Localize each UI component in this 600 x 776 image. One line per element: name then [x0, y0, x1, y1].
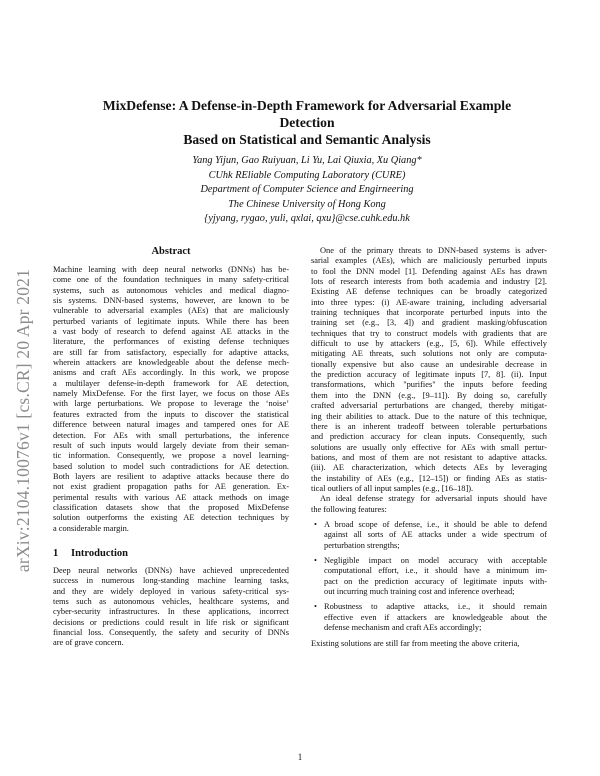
text-line: them into the DNN (e.g., [9–11]). By doing so, carefully	[311, 390, 547, 400]
text-line: defense mechanism and craft AEs accordingly;	[324, 623, 482, 633]
text-line: training techniques that incorporate perturbed inputs into the	[311, 308, 547, 318]
author-block	[110, 154, 504, 227]
lab-name: CUhk REliable Computing Laboratory (CURE)	[208, 169, 406, 181]
text-line: solution outperforms the existing AE detection techniques by	[53, 513, 289, 523]
text-line: the following features:	[311, 504, 387, 514]
text-line: success in numerous long-standing machine learning tasks,	[53, 576, 289, 586]
department-name: Department of Computer Science and Engirneering	[200, 184, 414, 195]
text-line: sarial examples (AEs), which are maliciously perturbed inputs	[311, 256, 547, 266]
arxiv-identifier[interactable]: arXiv:2104.10076v1 [cs.CR] 20 Apr 2021	[13, 268, 34, 572]
text-line: namely MixDefense. For the first layer, we focus on those AEs	[53, 389, 289, 399]
text-line: solutions are usually only effective for AEs with small pertur-	[311, 442, 547, 452]
text-line: into three types: (i) AE-aware training, including adversarial	[311, 297, 547, 307]
text-line: tic information. Consequently, we propose a novel learning-	[53, 451, 289, 461]
text-line: effective even if attackers are knowledgeable about the	[324, 612, 547, 622]
text-line: the instability of AEs (e.g., [12–15]) or finding AEs as statis-	[311, 473, 547, 483]
text-line: and prediction accuracy for clean inputs. Consequently, such	[311, 432, 547, 442]
text-line: transformations, which "purifies" the inputs before feeding	[311, 380, 547, 390]
text-line: a considerable margin.	[53, 523, 129, 533]
text-line: Negligible impact on model accuracy with acceptable	[324, 555, 547, 565]
text-line: computational effort, i.e., it should have a minimum im-	[324, 566, 547, 576]
right-column	[311, 246, 547, 650]
abstract-body	[53, 265, 289, 534]
text-line: are of grave concern.	[53, 638, 124, 648]
text-line: vulnerable to adversarial examples (AEs) that are maliciously	[53, 306, 289, 316]
text-line: cyber-security infrastructures. In these applications, incorrect	[53, 607, 289, 617]
text-line: are still far from satisfactory, especially for adaptive attacks,	[53, 347, 289, 357]
text-line: difficult to use by attackers (e.g., [5, 6]). While effectively	[311, 339, 547, 349]
text-line: pact on the prediction accuracy of legitimate inputs with-	[324, 576, 547, 586]
text-line: tems such as autonomous vehicles, healthcare systems, and	[53, 596, 289, 606]
section-title: Introduction	[71, 547, 128, 559]
text-line: the prediction accuracy of legitimate inputs [7, 8]. (ii). Input	[311, 370, 547, 380]
introduction-body	[53, 566, 289, 649]
text-line: Existing solutions are still far from meeting the above criteria,	[311, 639, 520, 649]
text-line: An ideal defense strategy for adversarial inputs should have	[320, 494, 547, 504]
introduction-heading	[53, 548, 289, 559]
feature-list-item	[311, 520, 547, 551]
text-line: literature, the performances of existing defense techniques	[53, 337, 289, 347]
text-line: features extracted from the inputs to discover the statistical	[53, 409, 289, 419]
text-line: tical outliers of all input samples (e.g., [16–18]).	[311, 483, 474, 493]
text-line: detection. For AEs with small perturbations, the inference	[53, 430, 289, 440]
feature-list-item	[311, 556, 547, 597]
bullet-icon: •	[314, 519, 317, 529]
text-line: with large perturbations. We propose to leverage the ‘noise’	[53, 399, 289, 409]
text-line: there is an inherent tradeoff between tolerable perturbations	[311, 421, 547, 431]
text-line: perturbed variants of legitimate inputs. While there has been	[53, 316, 289, 326]
text-line: mitigating AE threats, such solutions not only are computa-	[311, 349, 547, 359]
bullet-icon: •	[314, 602, 317, 612]
text-line: Deep neural networks (DNNs) have achieved unprecedented	[53, 565, 289, 575]
text-line: result of such inputs would largely deviate from their seman-	[53, 440, 289, 450]
title-line-1: MixDefense: A Defense-in-Depth Framework for Adversarial Example Detection	[102, 98, 512, 130]
text-line: Both layers are resilient to adaptive attacks because there do	[53, 471, 289, 481]
text-line: not exist gradient propagation paths for AE generation. Ex-	[53, 482, 289, 492]
text-line: lots of research interests from both academia and industry [2].	[311, 277, 547, 287]
feature-list-item	[311, 602, 547, 633]
text-line: Existing AE defense techniques can be broadly categorized	[311, 287, 547, 297]
text-line: (iii). AE characterization, which detects AEs by leveraging	[311, 463, 547, 473]
author-names: Yang Yijun, Gao Ruiyuan, Li Yu, Lai Qiuxia, Xu Qiang*	[192, 155, 422, 166]
text-line: systems, such as autonomous vehicles and medical diagno-	[53, 285, 289, 295]
text-line: sis systems. DNN-based systems, however, are known to be	[53, 296, 289, 306]
text-line: Robustness to adaptive attacks, i.e., it should remain	[324, 602, 547, 612]
paragraph-threats	[311, 246, 547, 494]
author-emails[interactable]: {yjyang, rygao, yuli, qxlai, qxu}@cse.cuhk.edu.hk	[204, 213, 410, 224]
arxiv-sidebar	[2, 210, 46, 630]
text-line: based solution to model such contradictions for AE detection.	[53, 461, 289, 471]
section-number: 1	[53, 547, 59, 559]
text-line: A broad scope of defense, i.e., it should be able to defend	[324, 519, 547, 529]
text-line: training set (e.g., [3, 4]) and gradient masking/obfuscation	[311, 318, 547, 328]
text-line: ing their abilities to attack. Due to the nature of this technique,	[311, 411, 547, 421]
text-line: perimental results with various AE attack methods on image	[53, 492, 289, 502]
text-line: bations, and most of them are not resistant to adaptive attacks.	[311, 452, 547, 462]
text-line: difference between natural images and tampered ones for AE	[53, 420, 289, 430]
text-line: against all sorts of AE attacks under a wide spectrum of	[324, 530, 547, 540]
paragraph-ideal-defense	[311, 494, 547, 515]
paragraph-existing-solutions	[311, 639, 547, 649]
text-line: to fool the DNN model [1]. Defending against AEs has drawn	[311, 266, 547, 276]
text-line: tionally expensive but also cause an undesirable decrease in	[311, 359, 547, 369]
left-column	[53, 246, 289, 649]
text-line: out incurring much training cost and inference overhead;	[324, 587, 515, 596]
feature-list	[311, 520, 547, 633]
text-line: crafted adversarial perturbations are changed, thereby mitigat-	[311, 401, 547, 411]
text-line: a multilayer defense-in-depth framework for AE detection,	[53, 378, 289, 388]
text-line: and they are widely deployed in various safety-critical sys-	[53, 586, 289, 596]
text-line: classification datasets show that the proposed MixDefense	[53, 502, 289, 512]
text-line: a vast body of research to defend against AE attacks in the	[53, 327, 289, 337]
text-line: Machine learning with deep neural networks (DNNs) has be-	[53, 265, 289, 274]
text-line: come one of the foundation techniques in many safety-critical	[53, 275, 289, 285]
text-line: decisions or predictions could result in life risk or significant	[53, 617, 289, 627]
text-line: perturbation strengths;	[324, 540, 400, 550]
text-line: anisms and craft AEs accordingly. In this work, we propose	[53, 368, 289, 378]
text-line: financial loss. Consequently, the safety and security of DNNs	[53, 628, 289, 637]
university-name: The Chinese University of Hong Kong	[228, 198, 386, 210]
bullet-icon: •	[314, 555, 317, 565]
paper-title	[80, 97, 534, 148]
text-line: techniques that try to construct models with gradients that are	[311, 328, 547, 338]
abstract-heading: Abstract	[151, 246, 191, 257]
text-line: wherein attackers are knowledgeable about the defense mech-	[53, 358, 289, 368]
page-number: 1	[297, 752, 303, 762]
text-line: One of the primary threats to DNN-based systems is adver-	[320, 246, 547, 255]
title-line-2: Based on Statistical and Semantic Analysis	[183, 132, 431, 147]
